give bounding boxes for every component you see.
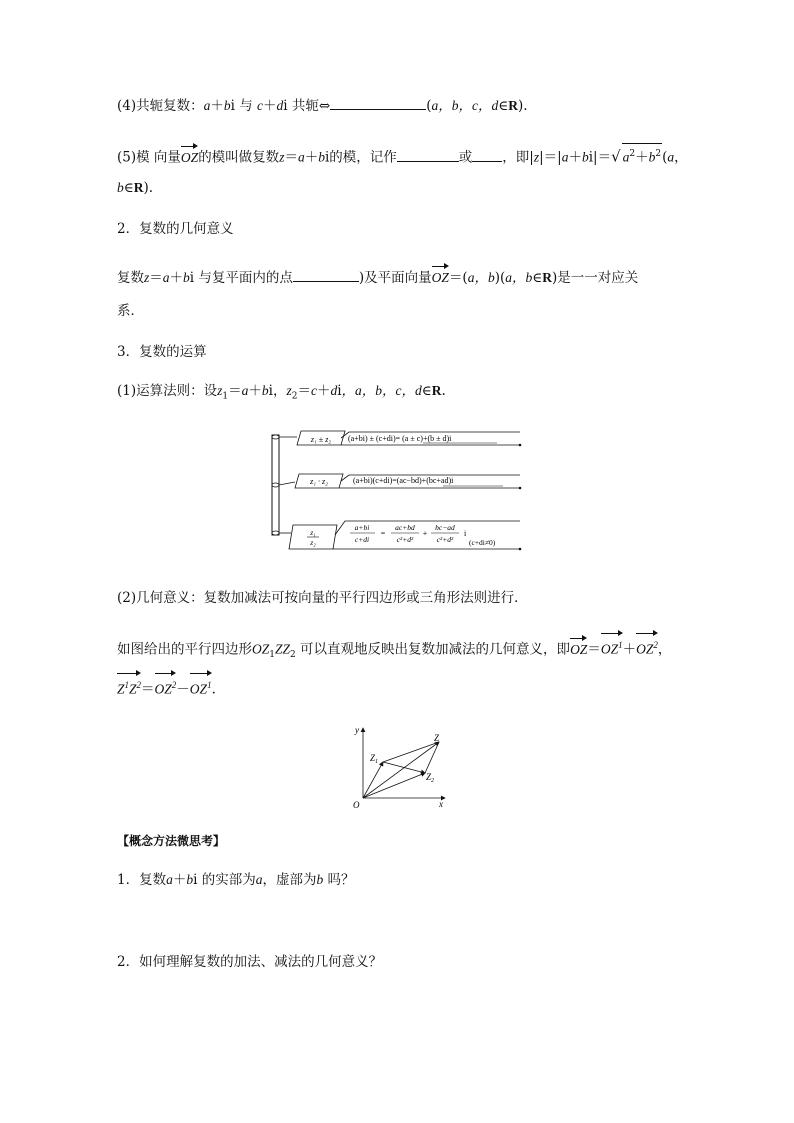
item-conjugate: (4)共轭复数：a＋bi 与 c＋di 共轭⇔ (a，b，c，d∈R). — [117, 95, 528, 116]
paragraph-geometric-cont: 系． — [117, 303, 144, 319]
formula-divide-eq: = — [380, 529, 386, 538]
label-multiply: z₁ · z₂ — [310, 477, 328, 486]
label-divide-den: z₂ — [310, 538, 316, 547]
item-modulus-cont: b∈R). — [117, 180, 154, 196]
point-z-label: Z — [434, 733, 440, 743]
fill-blank-modulus-2[interactable] — [472, 147, 502, 162]
paragraph-operation-rules: (1)运算法则：设$z_1=a+bi$，$z_2=c+di$，a，b，c，d∈R. — [117, 383, 446, 402]
section-heading-operations: 3．复数的运算 — [117, 344, 207, 360]
section-heading-geometric: 2．复数的几何意义 — [117, 221, 234, 237]
vector-oz-line — [363, 742, 439, 798]
vector-oz1-b: $OZ^1$ — [190, 675, 212, 700]
sqrt-sign: √ — [611, 147, 621, 166]
vector-z1z2-line — [383, 762, 425, 773]
formula-divide-left-den: c+di — [354, 535, 370, 544]
origin-label: O — [353, 800, 360, 810]
vector-oz2-b: $OZ^2$ — [155, 675, 177, 700]
y-axis-label: y — [355, 725, 359, 735]
bracket-top — [272, 435, 279, 439]
question-1: 1．复数a＋bi 的实部为a，虚部为b 吗？ — [117, 872, 355, 888]
side-z1z — [383, 742, 439, 762]
vector-oz: OZ — [181, 148, 198, 168]
formula-divide-plus: + — [422, 529, 428, 538]
formula-divide-r2-num: bc−ad — [435, 523, 455, 532]
question-2: 2．如何理解复数的加法、减法的几何意义？ — [117, 954, 383, 970]
fill-blank-point[interactable] — [293, 267, 359, 282]
formula-divide-r1-den: c²+d² — [396, 535, 414, 544]
formula-multiply: (a+bi)(c+di)=(ac−bd)+(bc+ad)i — [353, 476, 454, 485]
think-heading: 【概念方法微思考】 — [117, 834, 226, 848]
point-z1-label: $Z_1$ — [370, 753, 379, 765]
label-add: z₁ ± z₂ — [310, 435, 332, 444]
x-axis-label: x — [439, 799, 443, 809]
vector-oz1-line — [363, 762, 383, 798]
paragraph-geometric-meaning: (2)几何意义：复数加减法可按向量的平行四边形或三角形法则进行． — [117, 590, 528, 606]
paragraph-parallelogram-cont: $Z^1Z^2=OZ^2-OZ^1$. — [117, 675, 216, 700]
item-modulus: (5)模 向量OZ的模叫做复数z＝a＋bi的模，记作 或 ，即|z|＝|a＋bi|＝√ $a^2+b^2(a$， — [117, 143, 688, 168]
point-z2-label: $Z_2$ — [426, 772, 435, 784]
formula-divide-condition: (c+di≠0) — [469, 538, 496, 547]
parallelogram-figure — [345, 722, 455, 812]
vector-oz-3: OZ — [570, 640, 587, 660]
sqrt-body: $a^2+b^2$ — [622, 143, 662, 168]
formula-divide-r1-num: ac+bd — [395, 523, 415, 532]
vector-oz2-line — [363, 773, 425, 798]
paragraph-geometric: 复数z＝a＋bi 与复平面内的点 )及平面向量OZ＝(a，b)(a，b∈R)是一一对应关 — [117, 267, 638, 288]
paragraph-parallelogram: 如图给出的平行四边形$OZ_1ZZ_2$ 可以直观地反映出复数加减法的几何意义，即$OZ=OZ^1+OZ^2$， — [117, 635, 671, 665]
vector-oz2: $OZ^2$ — [636, 635, 658, 660]
formula-add: (a+bi) ± (c+di)= (a ± c)+(b ± d)i — [348, 434, 452, 443]
vector-z1z2: $Z^1Z^2$ — [117, 675, 141, 700]
vector-oz1: $OZ^1$ — [601, 635, 623, 660]
operations-diagram — [265, 425, 530, 557]
bracket-mid — [272, 483, 279, 487]
label-divide-num: z₁ — [310, 528, 316, 537]
fill-blank-conjugate[interactable] — [330, 95, 426, 110]
formula-divide-i: i — [464, 529, 467, 538]
bracket-bottom — [272, 531, 279, 535]
vector-oz-2: OZ — [432, 268, 449, 288]
fill-blank-modulus-1[interactable] — [397, 147, 459, 162]
formula-divide-r2-den: c²+d² — [436, 535, 454, 544]
formula-divide-left-num: a+bi — [354, 523, 370, 532]
